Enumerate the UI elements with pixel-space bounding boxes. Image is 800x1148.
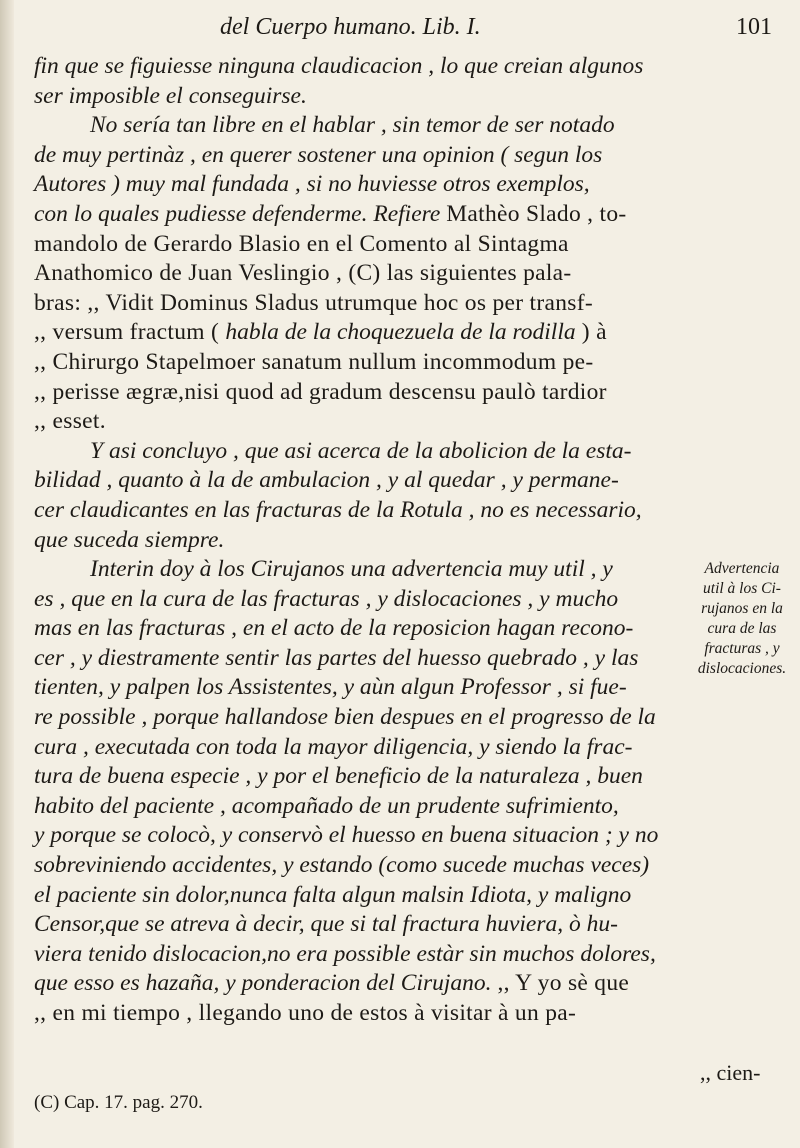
text-run: ,, Y yo sè que bbox=[497, 970, 630, 997]
margin-note-line: util à los Ci- bbox=[703, 580, 781, 597]
text-line: fin que se figuiesse ninguna claudicacion , lo que creian algunos bbox=[34, 53, 644, 79]
catchword: ,, cien- bbox=[700, 1060, 761, 1085]
text-line: Anathomico de Juan Veslingio , (C) las siguientes pala- bbox=[34, 260, 572, 287]
text-line: viera tenido dislocacion,no era possible estàr sin muchos dolores, bbox=[34, 940, 656, 967]
margin-note-line: fracturas , y bbox=[704, 640, 780, 657]
text-line: que suceda siempre. bbox=[34, 526, 225, 553]
text-line: bilidad , quanto à la de ambulacion , y al quedar , y permane- bbox=[34, 467, 619, 494]
text-line: tienten, y palpen los Assistentes, y aùn algun Professor , si fue- bbox=[34, 674, 627, 701]
text-line: ser imposible el conseguirse. bbox=[34, 82, 307, 109]
margin-note bbox=[688, 559, 796, 679]
text-line: Interin doy à los Cirujanos una advertencia muy util , y bbox=[90, 556, 613, 583]
text-run: Mathèo Slado , to- bbox=[446, 200, 627, 227]
text-line: es , que en la cura de las fracturas , y dislocaciones , y mucho bbox=[34, 585, 619, 612]
text-line: el paciente sin dolor,nunca falta algun malsin Idiota, y maligno bbox=[34, 881, 632, 908]
text-run: habla de la choquezuela de la rodilla bbox=[225, 319, 576, 346]
text-line: de muy pertinàz , en querer sostener una opinion ( segun los bbox=[34, 141, 603, 168]
text-line: Censor,que se atreva à decir, que si tal fractura huviera, ò hu- bbox=[34, 911, 618, 938]
text-line: y porque se colocò, y conservò el huesso en buena situacion ; y no bbox=[34, 822, 659, 849]
text-run: ,, versum fractum ( bbox=[34, 319, 226, 346]
text-run: ) à bbox=[575, 319, 607, 346]
margin-note-line: dislocaciones. bbox=[697, 660, 787, 677]
margin-note-line: rujanos en la bbox=[701, 600, 783, 617]
text-line: sobreviniendo accidentes, y estando (como sucede muchas veces) bbox=[34, 852, 650, 879]
page-number: 101 bbox=[736, 14, 772, 40]
footnote: (C) Cap. 17. pag. 270. bbox=[34, 1092, 203, 1113]
text-line: cer , y diestramente sentir las partes del huesso quebrado , y las bbox=[34, 644, 639, 671]
text-line: cura , executada con toda la mayor diligencia, y siendo la frac- bbox=[34, 733, 633, 760]
text-line: ,, Chirurgo Stapelmoer sanatum nullum incommodum pe- bbox=[34, 348, 594, 375]
margin-note-line: Advertencia bbox=[704, 560, 780, 577]
text-line: mandolo de Gerardo Blasio en el Comento al Sintagma bbox=[34, 230, 569, 257]
text-line: No sería tan libre en el hablar , sin temor de ser notado bbox=[90, 112, 615, 139]
text-line: ,, esset. bbox=[34, 408, 106, 435]
text-line: Y asi concluyo , que asi acerca de la abolicion de la esta- bbox=[90, 437, 632, 464]
text-line bbox=[34, 318, 684, 348]
text-line bbox=[34, 200, 684, 230]
text-line bbox=[34, 969, 684, 999]
text-line: bras: ,, Vidit Dominus Sladus utrumque hoc os per transf- bbox=[34, 289, 593, 316]
text-line: ,, perisse ægræ,nisi quod ad gradum descensu paulò tardior bbox=[34, 378, 607, 405]
text-line: cer claudicantes en las fracturas de la Rotula , no es necessario, bbox=[34, 496, 642, 523]
running-head: del Cuerpo humano. Lib. I. bbox=[220, 14, 481, 40]
text-run: que esso es hazaña, y ponderacion del Cirujano. bbox=[34, 970, 498, 997]
text-line: Autores ) muy mal fundada , si no huviesse otros exemplos, bbox=[34, 171, 590, 198]
page-gutter-shadow bbox=[0, 0, 14, 1148]
text-line: mas en las fracturas , en el acto de la reposicion hagan recono- bbox=[34, 615, 634, 642]
text-line: habito del paciente , acompañado de un prudente sufrimiento, bbox=[34, 792, 619, 819]
text-line: tura de buena especie , y por el beneficio de la naturaleza , buen bbox=[34, 763, 643, 790]
text-line: re possible , porque hallandose bien despues en el progresso de la bbox=[34, 704, 656, 731]
text-line: ,, en mi tiempo , llegando uno de estos à visitar à un pa- bbox=[34, 1000, 577, 1026]
body-text bbox=[34, 52, 684, 1029]
margin-note-line: cura de las bbox=[707, 620, 777, 637]
text-run: con lo quales pudiesse defenderme. Refiere bbox=[34, 200, 447, 227]
